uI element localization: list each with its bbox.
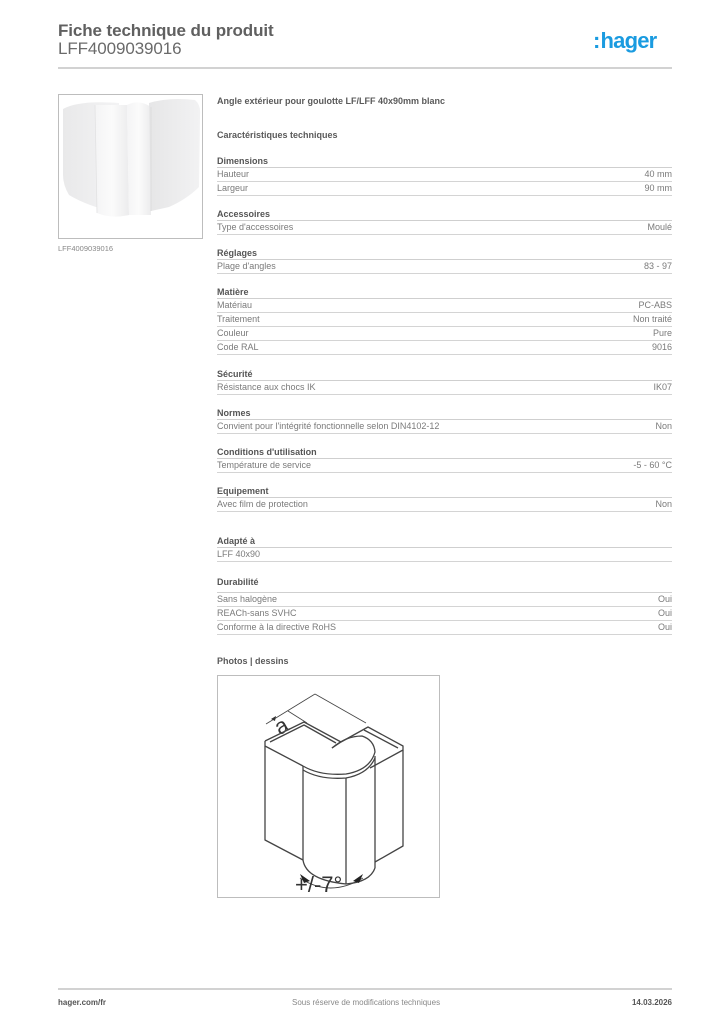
spec-label: Matériau — [217, 300, 253, 310]
spec-row — [217, 327, 672, 341]
spec-value: Oui — [657, 608, 672, 618]
spec-label: Plage d'angles — [217, 261, 276, 271]
spec-row — [217, 548, 672, 562]
group-durabilite — [217, 576, 672, 635]
group-securite — [217, 368, 672, 395]
footer-divider — [58, 988, 672, 990]
spec-row — [217, 299, 672, 313]
spec-label: Conforme à la directive RoHS — [217, 622, 337, 632]
group-title: Sécurité — [217, 368, 672, 381]
group-conditions-utilisation — [217, 446, 672, 473]
spec-label: Type d'accessoires — [217, 222, 294, 232]
spec-value: 83 - 97 — [643, 261, 672, 271]
spec-value: Oui — [657, 622, 672, 632]
spec-label: Code RAL — [217, 342, 259, 352]
group-matiere — [217, 286, 672, 355]
group-normes — [217, 407, 672, 434]
spec-row — [217, 260, 672, 274]
hager-logo — [593, 27, 656, 55]
logo-colon: : — [593, 28, 600, 53]
group-title: Accessoires — [217, 208, 672, 221]
spec-row — [217, 607, 672, 621]
group-title: Normes — [217, 407, 672, 420]
spec-label: Convient pour l'intégrité fonctionnelle selon DIN4102-12 — [217, 421, 440, 431]
product-photo-image — [59, 95, 203, 239]
spec-label: Hauteur — [217, 169, 250, 179]
spec-value: 40 mm — [644, 169, 672, 179]
technical-drawing — [217, 675, 440, 898]
spec-value: IK07 — [653, 382, 672, 392]
spec-row — [217, 420, 672, 434]
spec-label: LFF 40x90 — [217, 549, 261, 559]
spec-row — [217, 621, 672, 635]
product-reference: LFF4009039016 — [58, 39, 182, 58]
svg-text:a: a — [269, 711, 293, 740]
spec-value: 9016 — [651, 342, 672, 352]
spec-row — [217, 341, 672, 355]
group-title: Adapté à — [217, 535, 672, 548]
spec-row — [217, 168, 672, 182]
product-name: Angle extérieur pour goulotte LF/LFF 40x90mm blanc — [217, 96, 446, 106]
group-title: Dimensions — [217, 155, 672, 168]
spec-label: Couleur — [217, 328, 249, 338]
section-title: Caractéristiques techniques — [217, 130, 338, 140]
group-title: Equipement — [217, 485, 672, 498]
group-title: Durabilité — [217, 576, 672, 593]
group-reglages — [217, 247, 672, 274]
spec-row — [217, 459, 672, 473]
spec-row — [217, 498, 672, 512]
page-title: Fiche technique du produit — [58, 21, 274, 40]
group-title: Réglages — [217, 247, 672, 260]
group-equipement — [217, 485, 672, 512]
group-dimensions — [217, 155, 672, 196]
spec-label: Résistance aux chocs IK — [217, 382, 316, 392]
technical-drawing-image — [218, 676, 438, 896]
footer-date: 14.03.2026 — [631, 998, 672, 1007]
group-title: Conditions d'utilisation — [217, 446, 672, 459]
spec-label: Traitement — [217, 314, 260, 324]
spec-row — [217, 221, 672, 235]
spec-value: Moulé — [647, 222, 672, 232]
spec-value: Non traité — [632, 314, 672, 324]
spec-row — [217, 593, 672, 607]
spec-label: Largeur — [217, 183, 249, 193]
spec-label: REACh-sans SVHC — [217, 608, 297, 618]
group-title: Matière — [217, 286, 672, 299]
spec-value: 90 mm — [644, 183, 672, 193]
spec-value: Non — [655, 499, 672, 509]
spec-value: Pure — [652, 328, 672, 338]
spec-value: -5 - 60 °C — [633, 460, 672, 470]
header-divider — [58, 67, 672, 69]
spec-label: Sans halogène — [217, 594, 278, 604]
spec-row — [217, 313, 672, 327]
spec-row — [217, 182, 672, 196]
logo-text: hager — [600, 28, 657, 53]
group-adapte-a — [217, 535, 672, 562]
spec-label: Avec film de protection — [217, 499, 308, 509]
spec-value: Oui — [657, 594, 672, 604]
group-accessoires — [217, 208, 672, 235]
svg-text:+/-7°: +/-7° — [295, 872, 343, 896]
photo-caption: LFF4009039016 — [58, 244, 114, 253]
spec-label: Température de service — [217, 460, 312, 470]
photos-title: Photos | dessins — [217, 656, 289, 666]
product-photo — [58, 94, 203, 239]
footer-notice: Sous réserve de modifications techniques — [292, 998, 441, 1007]
footer-website-link[interactable]: hager.com/fr — [58, 998, 107, 1007]
spec-value: Non — [655, 421, 672, 431]
spec-value: PC-ABS — [638, 300, 672, 310]
spec-row — [217, 381, 672, 395]
